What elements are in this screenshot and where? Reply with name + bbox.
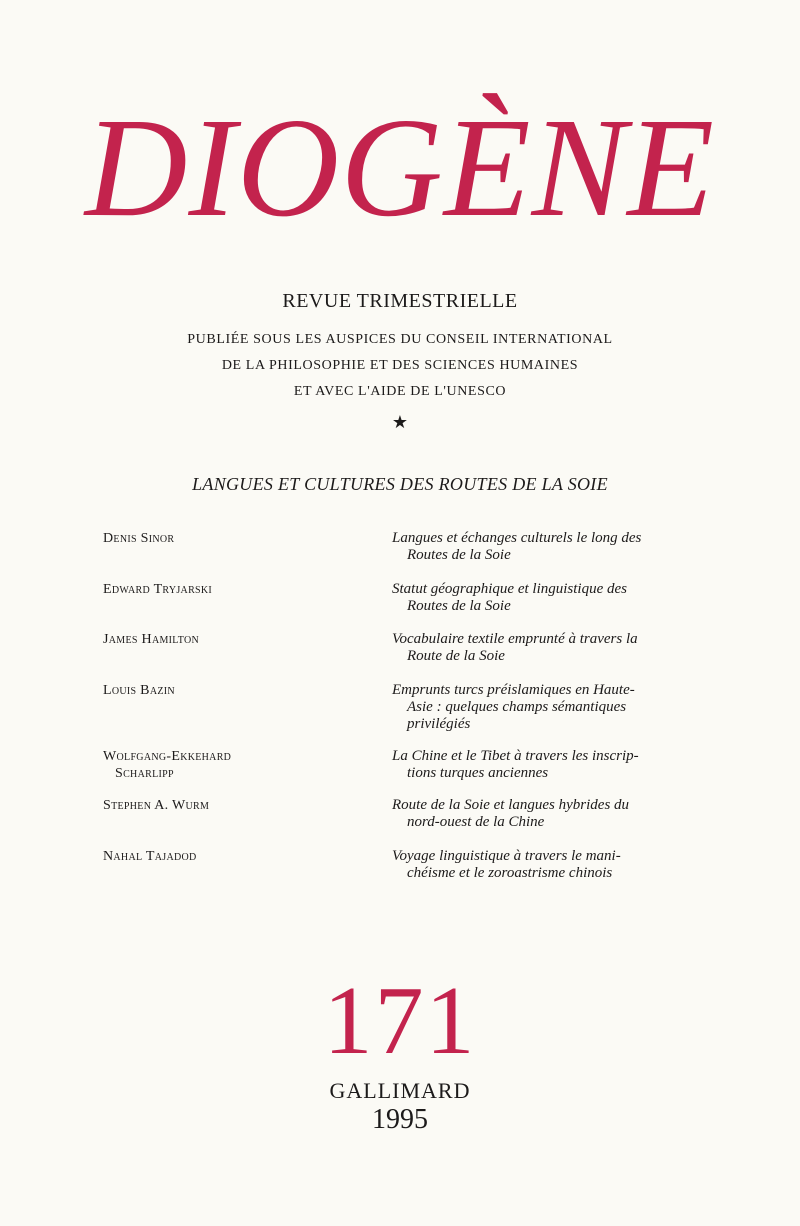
toc-title-line: Voyage linguistique à travers le mani-	[392, 848, 621, 864]
toc-author-line: Louis Bazin	[103, 683, 175, 698]
toc-title-line: tions turques anciennes	[407, 765, 549, 781]
toc-author	[103, 797, 363, 814]
toc-title-line: privilégiés	[407, 716, 471, 732]
toc-author-line: Nahal Tajadod	[103, 849, 197, 864]
toc-author	[103, 682, 363, 699]
toc-author	[103, 631, 363, 648]
toc-article-title	[392, 682, 684, 733]
publication-line-2: DE LA PHILOSOPHIE ET DES SCIENCES HUMAINES	[221, 358, 579, 373]
toc-article-title	[392, 848, 684, 882]
toc-article-title	[392, 797, 684, 831]
toc-author	[103, 848, 363, 865]
publication-line-3: ET AVEC L'AIDE DE L'UNESCO	[293, 384, 507, 399]
toc-title-line: Route de la Soie	[407, 648, 505, 664]
toc-author	[103, 748, 363, 782]
toc-author	[103, 530, 363, 547]
toc-title-line: Asie : quelques champs sémantiques	[407, 699, 627, 715]
toc-title-line: nord-ouest de la Chine	[407, 814, 545, 830]
toc-author-line: Scharlipp	[115, 766, 174, 781]
toc-title-line: Langues et échanges culturels le long des	[392, 530, 642, 546]
toc-author-line: Stephen A. Wurm	[103, 798, 210, 813]
toc-article-title	[392, 748, 684, 782]
toc-title-line: Route de la Soie et langues hybrides du	[392, 797, 630, 813]
toc-author-line: James Hamilton	[103, 632, 200, 647]
publication-line-1: PUBLIÉE SOUS LES AUSPICES DU CONSEIL INTERNATIONAL	[187, 332, 613, 347]
revue-subtitle: REVUE TRIMESTRIELLE	[282, 290, 518, 312]
toc-article-title	[392, 631, 684, 665]
toc-title-line: La Chine et le Tibet à travers les inscrip-	[392, 748, 639, 764]
toc-article-title	[392, 530, 684, 564]
toc-title-line: Vocabulaire textile emprunté à travers la	[392, 631, 638, 647]
issue-number: 171	[323, 967, 477, 1075]
publication-year: 1995	[372, 1104, 428, 1135]
star-separator-icon: ★	[391, 412, 409, 432]
toc-author-line: Wolfgang-Ekkehard	[103, 749, 232, 764]
toc-title-line: Routes de la Soie	[407, 547, 511, 563]
issue-theme: LANGUES ET CULTURES DES ROUTES DE LA SOIE	[192, 474, 608, 494]
toc-author-line: Edward Tryjarski	[103, 582, 213, 597]
toc-title-line: Emprunts turcs préislamiques en Haute-	[392, 682, 635, 698]
toc-title-line: chéisme et le zoroastrisme chinois	[407, 865, 613, 881]
publisher-name: GALLIMARD	[329, 1078, 471, 1103]
toc-article-title	[392, 581, 684, 615]
toc-author-line: Denis Sinor	[103, 531, 175, 546]
journal-title: DIOGÈNE	[84, 88, 716, 246]
toc-author	[103, 581, 363, 598]
toc-title-line: Statut géographique et linguistique des	[392, 581, 627, 597]
toc-title-line: Routes de la Soie	[407, 598, 511, 614]
